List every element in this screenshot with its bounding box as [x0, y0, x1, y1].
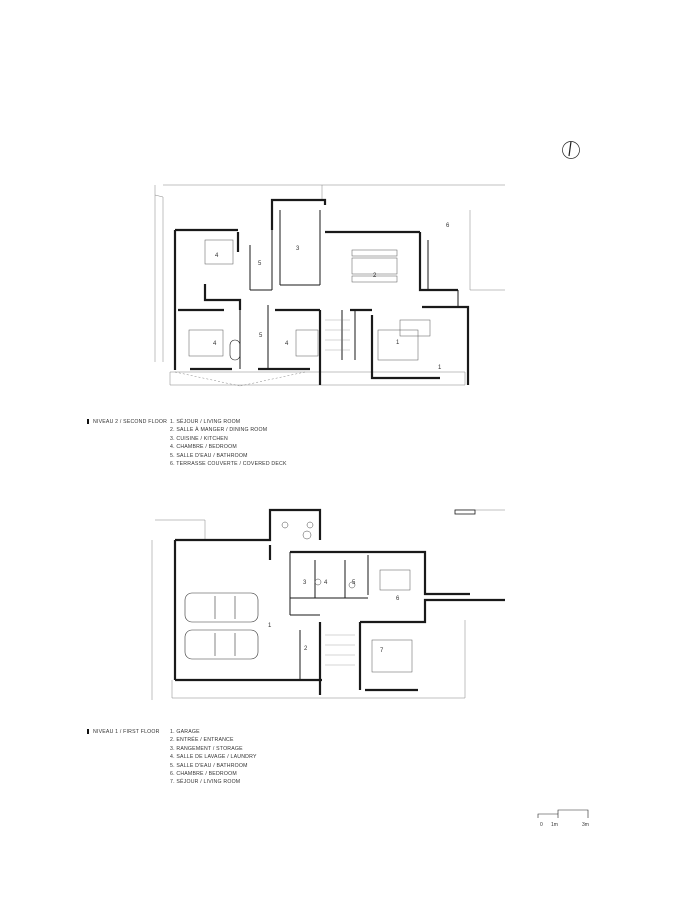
room-num-living-low: 1: [438, 365, 442, 371]
room-num-bed-sw: 4: [213, 341, 217, 347]
title-mark-icon: [87, 729, 89, 734]
room-num-bed-nw: 4: [215, 253, 219, 259]
first-floor-plan: [152, 510, 505, 700]
room-num-dining: 2: [373, 273, 377, 279]
first-floor-legend: [170, 728, 257, 787]
room-num-bedroom: 6: [396, 596, 400, 602]
room-num-bath-center: 5: [259, 333, 263, 339]
first-floor-room-numbers: [268, 580, 400, 654]
second-floor-plan: [155, 185, 505, 386]
room-num-bed-center: 4: [285, 341, 289, 347]
room-num-garage: 1: [268, 623, 272, 629]
legend-item: 1. GARAGE: [170, 729, 200, 735]
legend-item: 1. SÉJOUR / LIVING ROOM: [170, 419, 241, 425]
second-floor-title-text: NIVEAU 2 / SECOND FLOOR: [93, 419, 168, 425]
room-num-bath: 5: [352, 580, 356, 586]
legend-item: 7. SÉJOUR / LIVING ROOM: [170, 779, 241, 786]
scale-label-3m: 3m: [582, 822, 589, 828]
first-floor-title: [87, 729, 160, 735]
scale-bar: [538, 810, 589, 828]
scale-label-0: 0: [540, 822, 543, 828]
scale-label-1m: 1m: [551, 822, 558, 828]
legend-item: 4. CHAMBRE / BEDROOM: [170, 444, 237, 451]
room-num-storage: 3: [303, 580, 307, 586]
legend-item: 5. SALLE D'EAU / BATHROOM: [170, 452, 248, 459]
room-num-bath-small: 5: [258, 261, 262, 267]
room-num-living: 7: [380, 648, 384, 654]
room-num-living: 1: [396, 340, 400, 346]
second-floor-room-numbers: [213, 223, 450, 371]
legend-item: 2. ENTRÉE / ENTRANCE: [170, 737, 234, 744]
room-num-deck: 6: [446, 223, 450, 229]
first-floor-title-text: NIVEAU 1 / FIRST FLOOR: [93, 729, 160, 735]
second-floor-legend: [170, 418, 287, 468]
legend-item: 3. CUISINE / KITCHEN: [170, 435, 228, 442]
legend-item: 2. SALLE À MANGER / DINING ROOM: [170, 427, 268, 434]
legend-item: 3. RANGEMENT / STORAGE: [170, 745, 243, 752]
room-num-entrance: 2: [304, 646, 308, 652]
title-mark-icon: [87, 419, 89, 424]
legend-item: 5. SALLE D'EAU / BATHROOM: [170, 762, 248, 769]
legend-item: 6. TERRASSE COUVERTE / COVERED DECK: [170, 461, 287, 468]
north-arrow-icon: [563, 142, 580, 159]
second-floor-title: [87, 419, 167, 425]
room-num-kitchen: 3: [296, 246, 300, 252]
legend-item: 4. SALLE DE LAVAGE / LAUNDRY: [170, 754, 257, 761]
legend-item: 6. CHAMBRE / BEDROOM: [170, 771, 237, 778]
room-num-laundry: 4: [324, 580, 328, 586]
